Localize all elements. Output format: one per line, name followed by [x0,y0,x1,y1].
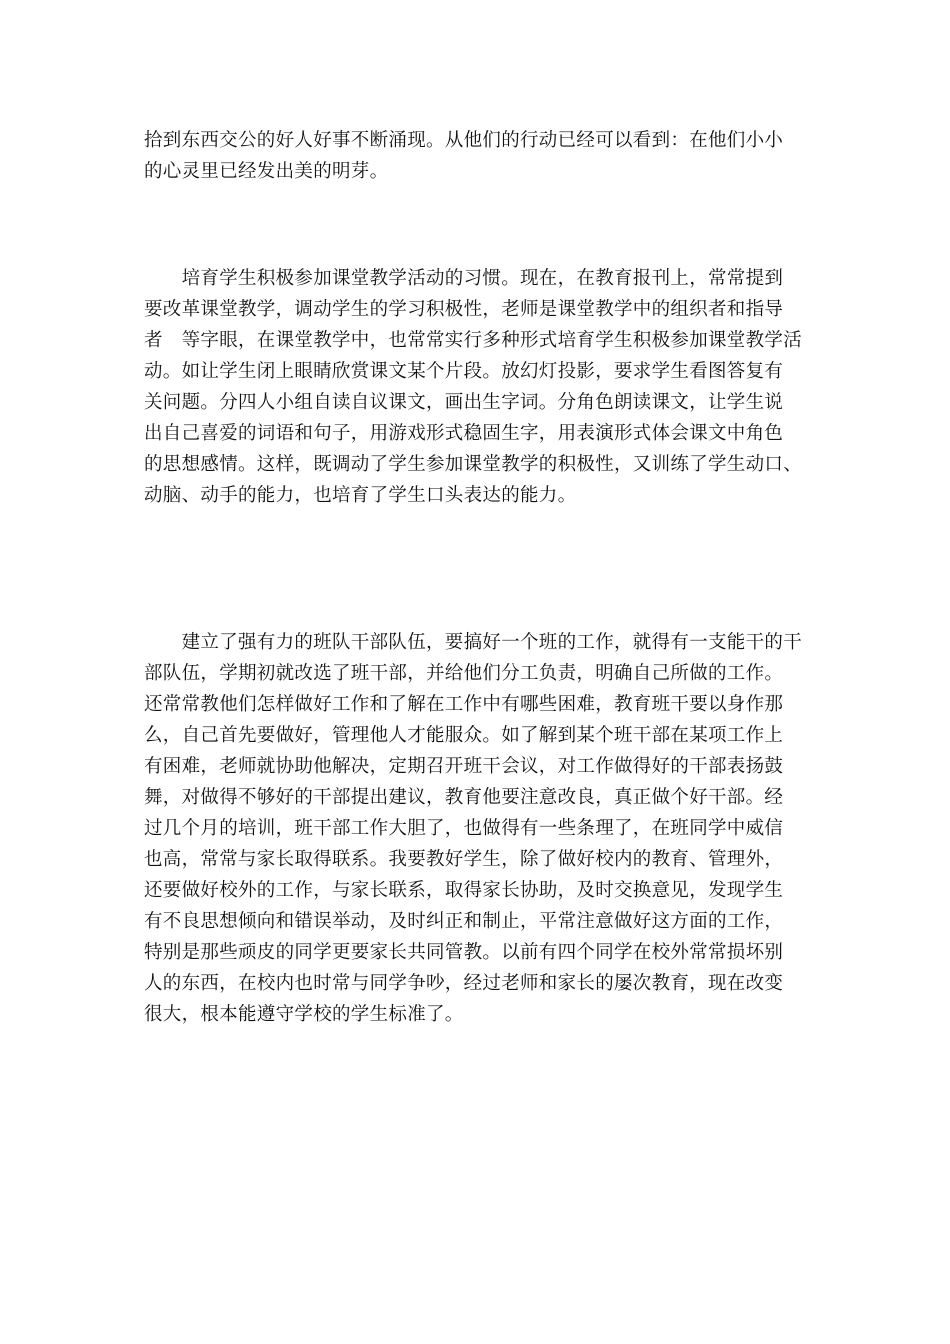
paragraph-line: 还常常教他们怎样做好工作和了解在工作中有哪些困难，教育班干要以身作那 [144,694,784,715]
paragraph-line: 有不良思想倾向和错误举动，及时纠正和制止，平常注意做好这方面的工作， [144,911,784,932]
paragraph-line: 者 等字眼，在课堂教学中，也常常实行多种形式培育学生积极参加课堂教学活 [144,330,803,351]
paragraph-line: 动。如让学生闭上眼睛欣赏课文某个片段。放幻灯投影，要求学生看图答复有 [144,361,784,382]
paragraph-line: 动脑、动手的能力，也培育了学生口头表达的能力。 [144,485,577,506]
paragraph-line: 也高，常常与家长取得联系。我要教好学生，除了做好校内的教育、管理外， [144,849,784,870]
paragraph-line: 特别是那些顽皮的同学更要家长共同管教。以前有四个同学在校外常常损坏别 [144,942,784,963]
paragraph-line: 么，自己首先要做好，管理他人才能服众。如了解到某个班干部在某项工作上 [144,725,784,746]
paragraph-2 [144,263,804,511]
paragraph-line: 舞，对做得不够好的干部提出建议，教育他要注意改良，真正做个好干部。经 [144,787,784,808]
paragraph-line: 建立了强有力的班队干部队伍，要搞好一个班的工作，就得有一支能干的干 [144,632,803,653]
paragraph-1 [144,125,804,187]
paragraph-line: 培育学生积极参加课堂教学活动的习惯。现在，在教育报刊上，常常提到 [144,268,784,289]
paragraph-3 [144,627,804,1030]
paragraph-line: 出自己喜爱的词语和句子，用游戏形式稳固生字，用表演形式体会课文中角色 [144,423,784,444]
paragraph-line: 拾到东西交公的好人好事不断涌现。从他们的行动已经可以看到：在他们小小 [144,130,784,151]
paragraph-line: 有困难，老师就协助他解决，定期召开班干会议，对工作做得好的干部表扬鼓 [144,756,784,777]
paragraph-line: 的心灵里已经发出美的明芽。 [144,161,389,182]
paragraph-line: 过几个月的培训，班干部工作大胆了，也做得有一些条理了，在班同学中威信 [144,818,784,839]
paragraph-line: 的思想感情。这样，既调动了学生参加课堂教学的积极性，又训练了学生动口、 [144,454,803,475]
paragraph-line: 很大，根本能遵守学校的学生标准了。 [144,1004,464,1025]
paragraph-line: 还要做好校外的工作，与家长联系，取得家长协助，及时交换意见，发现学生 [144,880,784,901]
paragraph-line: 人的东西，在校内也时常与同学争吵，经过老师和家长的屡次教育，现在改变 [144,973,784,994]
paragraph-line: 部队伍，学期初就改选了班干部，并给他们分工负责，明确自己所做的工作。 [144,663,784,684]
paragraph-line: 关问题。分四人小组自读自议课文，画出生字词。分角色朗读课文，让学生说 [144,392,784,413]
paragraph-line: 要改革课堂教学，调动学生的学习积极性，老师是课堂教学中的组织者和指导 [144,299,784,320]
